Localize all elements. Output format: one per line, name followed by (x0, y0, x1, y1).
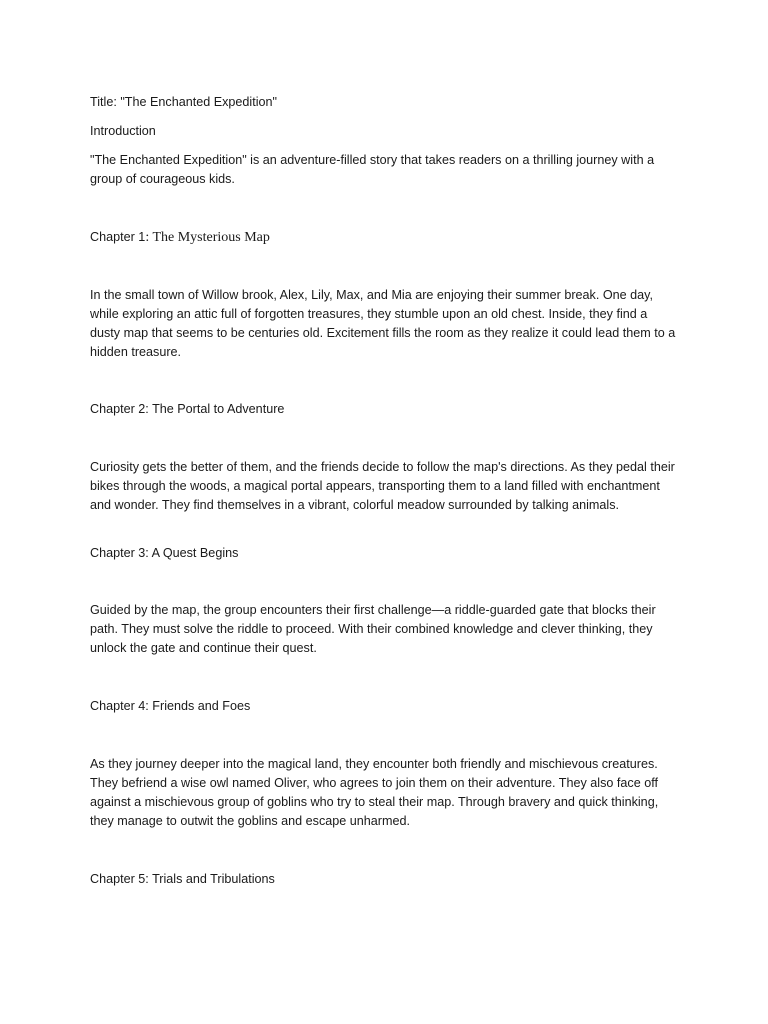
intro-heading: Introduction (90, 124, 156, 138)
chapter-4-paragraph: As they journey deeper into the magical land, they encounter both friendly and mischievous creatures. They befriend a wise owl named Oliver, who agrees to join them on their adventure. They also face off against a mischievous group of goblins who try to steal their map. Through bravery and quick thinking, they manage to outwit the goblins and escape unharmed. (90, 757, 659, 828)
title-line: Title: "The Enchanted Expedition" (90, 95, 277, 109)
chapter-4-heading: Chapter 4: Friends and Foes (90, 699, 251, 713)
intro-paragraph: "The Enchanted Expedition" is an adventure-filled story that takes readers on a thrilling journey with a group of courageous kids. (90, 153, 655, 186)
chapter-1-title: : The Mysterious Map (145, 230, 270, 245)
chapter-2-heading: Chapter 2: The Portal to Adventure (90, 402, 285, 416)
chapter-5-heading: Chapter 5: Trials and Tribulations (90, 872, 275, 886)
chapter-3-heading: Chapter 3: A Quest Begins (90, 546, 239, 560)
chapter-3-paragraph: Guided by the map, the group encounters their first challenge—a riddle-guarded gate that blocks their path. They must solve the riddle to proceed. With their combined knowledge and clever thinking, they unlock the gate and continue their quest. (90, 603, 656, 655)
chapter-1-heading (90, 228, 680, 247)
chapter-1-prefix: Chapter 1 (90, 230, 146, 244)
chapter-2-paragraph: Curiosity gets the better of them, and the friends decide to follow the map's directions. As they pedal their bikes through the woods, a magical portal appears, transporting them to a land filled with enchantment and wonder. They find themselves in a vibrant, colorful meadow surrounded by talking animals. (90, 460, 675, 512)
chapter-1-paragraph: In the small town of Willow brook, Alex, Lily, Max, and Mia are enjoying their summer break. One day, while exploring an attic full of forgotten treasures, they stumble upon an old chest. Inside, they find a dusty map that seems to be centuries old. Excitement fills the room as they realize it could lead them to a hidden treasure. (90, 288, 676, 359)
